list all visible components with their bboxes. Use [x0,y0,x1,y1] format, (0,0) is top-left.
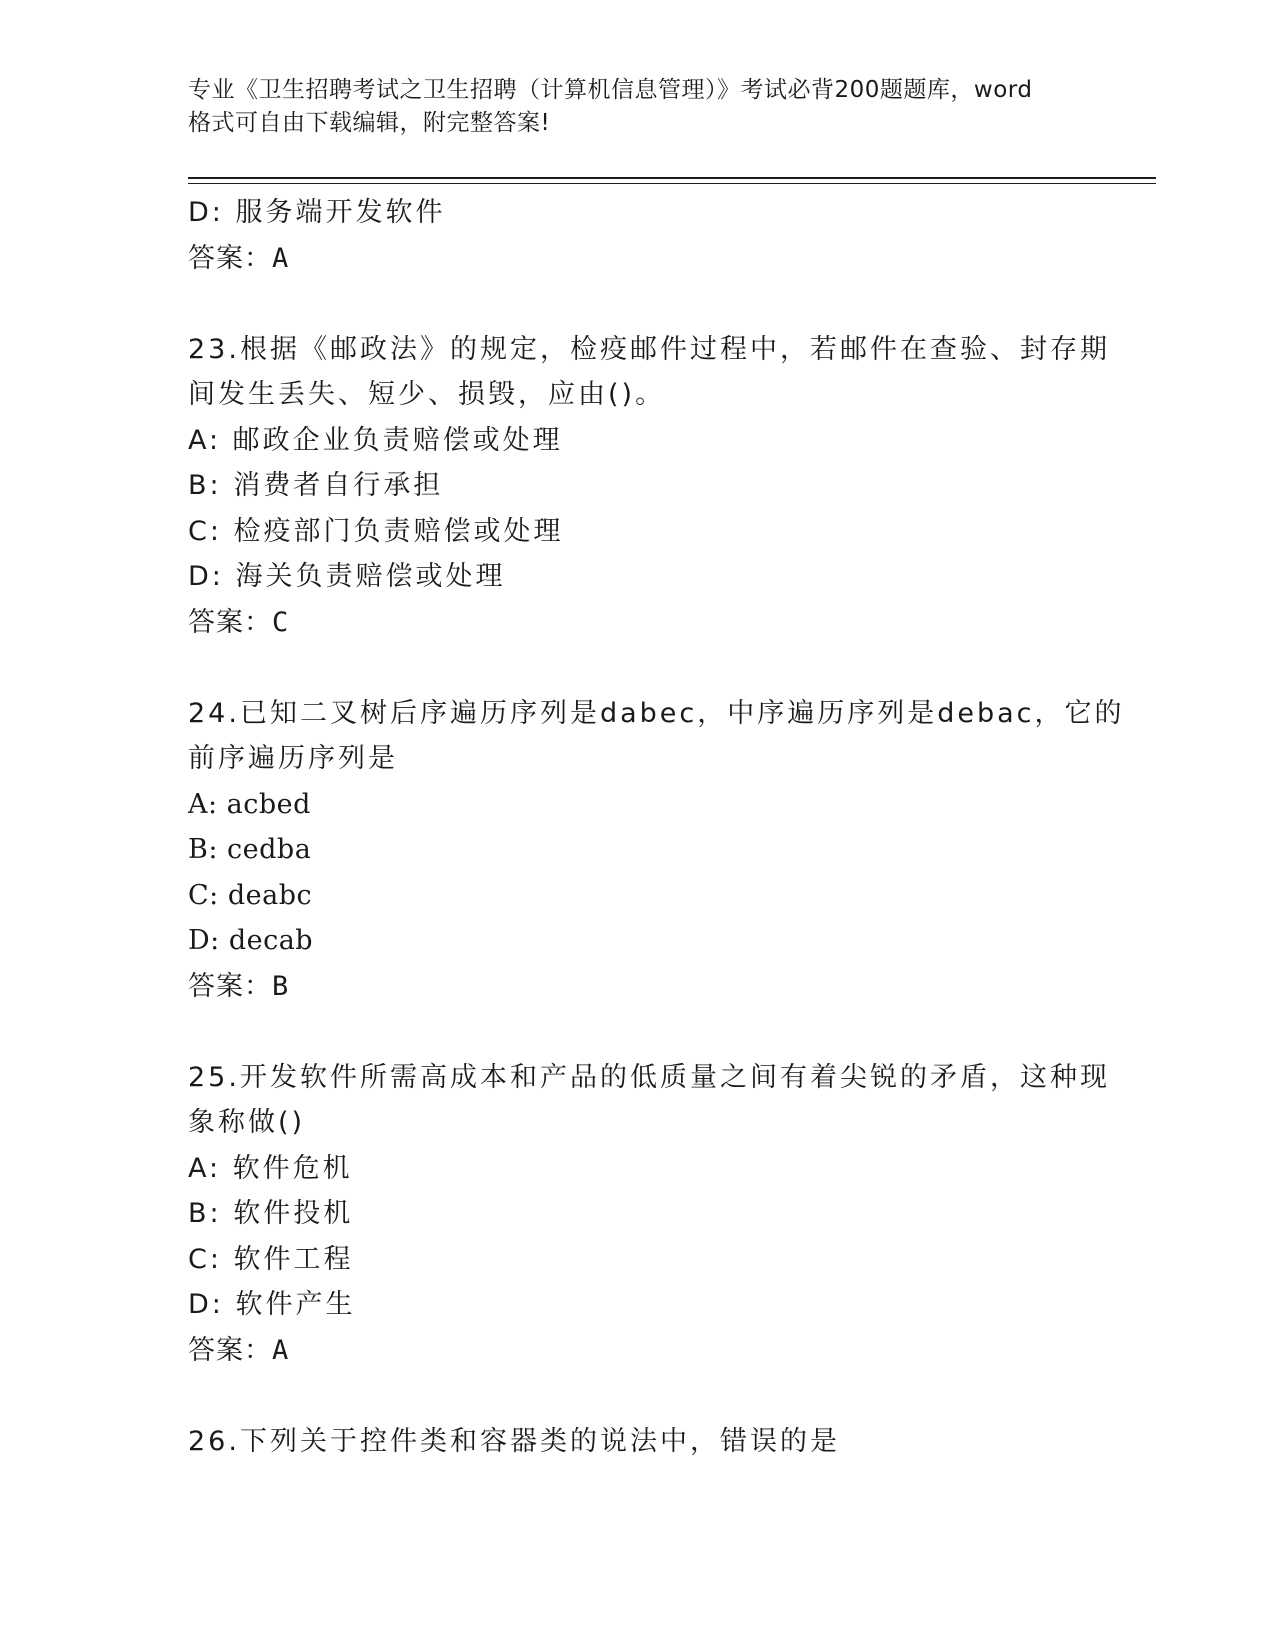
question-list [188,190,1125,1464]
option-b: B: 软件投机 [188,1198,354,1229]
answer-label: 答案： [188,970,272,1002]
question-24 [188,691,1125,1010]
question-23 [188,327,1110,646]
question-26 [188,1419,1088,1465]
document-header [188,74,1088,140]
answer-line [188,1328,1088,1374]
answer-label: 答案： [188,606,272,638]
option-b: B: cedba [188,834,312,865]
answer-line [188,600,1088,646]
option-a: A: acbed [188,788,311,820]
answer-value: A [272,242,290,274]
question-stem-line-2: 间发生丢失、短少、损毁，应由()。 [188,379,666,410]
option-d: D: 服务端开发软件 [188,197,446,228]
answer-value: C [272,606,290,638]
option-a: A: 邮政企业负责赔偿或处理 [188,424,563,456]
answer-line [188,236,1088,282]
option-d: D: 海关负责赔偿或处理 [188,561,506,592]
question-25 [188,1055,1110,1374]
answer-value: A [272,1334,290,1366]
option-d: D: 软件产生 [188,1289,356,1320]
header-rule-thick [188,177,1156,179]
question-stem-line-1: 24.已知二叉树后序遍历序列是dabec，中序遍历序列是debac，它的 [188,697,1125,729]
question-stem-line-2: 前序遍历序列是 [188,743,398,774]
option-c: C: deabc [188,879,313,911]
header-line-2: 格式可自由下载编辑，附完整答案! [188,110,551,136]
question-stem-line-1: 25.开发软件所需高成本和产品的低质量之间有着尖锐的矛盾，这种现 [188,1061,1110,1093]
question-stem-line-1: 26.下列关于控件类和容器类的说法中，错误的是 [188,1425,840,1457]
previous-question-tail [188,190,1088,281]
header-line-1: 专业《卫生招聘考试之卫生招聘（计算机信息管理）》考试必背200题题库，word [188,77,1033,103]
option-a: A: 软件危机 [188,1152,353,1184]
option-b: B: 消费者自行承担 [188,470,444,501]
answer-label: 答案： [188,242,272,274]
header-rule-thin [188,183,1156,184]
option-c: C: 检疫部门负责赔偿或处理 [188,515,564,547]
option-c: C: 软件工程 [188,1243,354,1275]
answer-label: 答案： [188,1334,272,1366]
question-stem-line-1: 23.根据《邮政法》的规定，检疫邮件过程中，若邮件在查验、封存期 [188,333,1110,365]
answer-line [188,964,1088,1010]
option-d: D: decab [188,925,314,956]
question-stem-line-2: 象称做() [188,1107,306,1138]
answer-value: B [272,970,290,1002]
